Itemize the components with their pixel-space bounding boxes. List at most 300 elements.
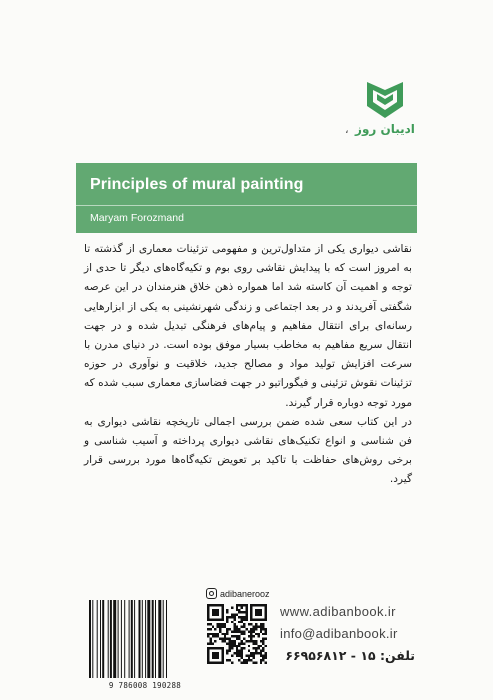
qr-cell — [229, 642, 231, 644]
qr-cell — [257, 618, 259, 620]
qr-cell — [255, 640, 257, 642]
qr-cell — [250, 630, 252, 632]
publisher-name: ادیبان روز — [355, 122, 415, 136]
qr-cell — [265, 609, 267, 611]
qr-cell — [229, 645, 231, 647]
qr-cell — [226, 618, 228, 620]
qr-cell — [214, 611, 216, 613]
qr-cell — [233, 628, 235, 630]
qr-cell — [231, 630, 233, 632]
qr-cell — [233, 645, 235, 647]
qr-cell — [221, 604, 223, 606]
qr-cell — [207, 647, 209, 649]
qr-cell — [260, 662, 262, 664]
qr-cell — [241, 640, 243, 642]
qr-cell — [248, 645, 250, 647]
qr-cell — [257, 609, 259, 611]
qr-cell — [221, 616, 223, 618]
qr-cell — [253, 618, 255, 620]
qr-cell — [262, 650, 264, 652]
qr-cell — [248, 659, 250, 661]
qr-cell — [250, 638, 252, 640]
barcode — [85, 598, 205, 680]
qr-cell — [245, 616, 247, 618]
qr-cell — [226, 616, 228, 618]
qr-cell — [253, 628, 255, 630]
qr-cell — [250, 633, 252, 635]
qr-cell — [217, 611, 219, 613]
qr-cell — [255, 609, 257, 611]
barcode-bar — [145, 600, 146, 678]
qr-cell — [224, 633, 226, 635]
qr-cell — [257, 611, 259, 613]
qr-cell — [236, 604, 238, 606]
qr-cell — [248, 630, 250, 632]
barcode-bar — [166, 600, 167, 678]
qr-cell — [219, 623, 221, 625]
qr-cell — [253, 630, 255, 632]
qr-cell — [250, 604, 252, 606]
website-link[interactable]: www.adibanbook.ir — [280, 604, 396, 619]
qr-cell — [250, 609, 252, 611]
qr-cell — [262, 626, 264, 628]
qr-cell — [209, 642, 211, 644]
qr-cell — [250, 635, 252, 637]
qr-cell — [262, 633, 264, 635]
qr-cell — [238, 628, 240, 630]
barcode-bar — [147, 600, 150, 678]
qr-cell — [229, 616, 231, 618]
qr-cell — [265, 604, 267, 606]
qr-cell — [233, 642, 235, 644]
barcode-bar — [89, 600, 91, 678]
qr-cell — [231, 662, 233, 664]
qr-cell — [262, 640, 264, 642]
qr-cell — [219, 618, 221, 620]
qr-cell — [231, 616, 233, 618]
qr-cell — [231, 635, 233, 637]
qr-cell — [229, 659, 231, 661]
qr-cell — [229, 628, 231, 630]
qr-cell — [260, 652, 262, 654]
qr-cell — [207, 604, 209, 606]
qr-cell — [250, 652, 252, 654]
qr-cell — [250, 640, 252, 642]
qr-cell — [233, 626, 235, 628]
qr-cell — [260, 614, 262, 616]
qr-cell — [255, 633, 257, 635]
qr-cell — [217, 654, 219, 656]
qr-cell — [226, 609, 228, 611]
qr-cell — [265, 638, 267, 640]
qr-cell — [245, 659, 247, 661]
qr-cell — [265, 614, 267, 616]
qr-cell — [221, 657, 223, 659]
qr-cell — [241, 652, 243, 654]
qr-cell — [243, 618, 245, 620]
qr-cell — [250, 654, 252, 656]
qr-cell — [231, 654, 233, 656]
qr-cell — [255, 604, 257, 606]
qr-cell — [241, 647, 243, 649]
qr-cell — [238, 638, 240, 640]
qr-cell — [212, 654, 214, 656]
qr-cell — [207, 652, 209, 654]
qr-cell — [241, 630, 243, 632]
qr-cell — [245, 628, 247, 630]
publisher-logo — [355, 78, 415, 150]
qr-cell — [233, 635, 235, 637]
qr-cell — [241, 618, 243, 620]
instagram-handle: adibanerooz — [220, 588, 270, 599]
qr-cell — [236, 647, 238, 649]
qr-cell — [217, 662, 219, 664]
qr-cell — [236, 628, 238, 630]
qr-cell — [243, 616, 245, 618]
qr-cell — [245, 606, 247, 608]
barcode-bar — [158, 600, 161, 678]
qr-cell — [248, 640, 250, 642]
qr-cell — [233, 623, 235, 625]
qr-cell — [255, 611, 257, 613]
qr-cell — [209, 628, 211, 630]
qr-cell — [248, 657, 250, 659]
qr-cell — [238, 650, 240, 652]
qr-cell — [265, 662, 267, 664]
qr-cell — [214, 654, 216, 656]
qr-cell — [238, 652, 240, 654]
book-description — [84, 240, 412, 490]
qr-cell — [231, 642, 233, 644]
qr-cell — [262, 628, 264, 630]
qr-cell — [245, 614, 247, 616]
qr-cell — [214, 628, 216, 630]
qr-cell — [233, 616, 235, 618]
qr-cell — [209, 638, 211, 640]
qr-cell — [243, 626, 245, 628]
qr-cell — [243, 611, 245, 613]
qr-cell — [209, 647, 211, 649]
qr-cell — [262, 657, 264, 659]
qr-cell — [257, 614, 259, 616]
qr-cell — [255, 626, 257, 628]
qr-cell — [214, 647, 216, 649]
qr-cell — [262, 642, 264, 644]
qr-cell — [226, 621, 228, 623]
barcode-bar — [121, 600, 122, 678]
qr-cell — [243, 642, 245, 644]
qr-cell — [250, 611, 252, 613]
qr-cell — [209, 633, 211, 635]
qr-cell — [231, 621, 233, 623]
barcode-bar — [113, 600, 116, 678]
qr-cell — [257, 652, 259, 654]
qr-cell — [207, 654, 209, 656]
qr-cell — [241, 626, 243, 628]
qr-cell — [224, 638, 226, 640]
qr-cell — [241, 616, 243, 618]
barcode-bar — [100, 600, 101, 678]
qr-cell — [221, 609, 223, 611]
qr-cell — [236, 609, 238, 611]
qr-cell — [207, 633, 209, 635]
qr-cell — [224, 623, 226, 625]
qr-cell — [209, 618, 211, 620]
qr-cell — [209, 623, 211, 625]
qr-cell — [238, 654, 240, 656]
qr-cell — [260, 611, 262, 613]
qr-cell — [207, 618, 209, 620]
qr-cell — [231, 645, 233, 647]
description-paragraph-1: نقاشی دیواری یکی از متداول‌ترین و مفهومی تزئینات معماری از گذشته تا به امروز است که با پیدایش نقاشی روی بوم و تکیه‌گاه‌های دیگر تا حدی از توجه و اهمیت آن کاسته شد اما همواره ذهن خلاق هنرمندان در این عرصه شگفتی آفریدند و در بعد اجتماعی و زندگی شهرنشینی به یکی از ابزارهایی رسانه‌ای برای انتقال مفاهیم و پیام‌های فرهنگی تبدیل شده و در جهت انتقال سریع مفاهیم به مخاطب بسیار موفق بوده است. در دنیای مدرن با سرعت افزایش تولید مواد و مصالح جدید، خلاقیت و نوآوری در حوزه تزئینات نقوش تزئینی و فیگوراتیو در جهت فضاسازی معماری سبب شده که مورد توجه دوباره قرار گیرند. — [84, 243, 412, 409]
qr-cell — [207, 614, 209, 616]
instagram-link[interactable] — [206, 588, 270, 599]
title-band — [76, 163, 417, 233]
qr-cell — [207, 609, 209, 611]
qr-cell — [207, 659, 209, 661]
qr-cell — [253, 652, 255, 654]
qr-cell — [221, 662, 223, 664]
qr-cell — [265, 618, 267, 620]
qr-cell — [255, 618, 257, 620]
qr-cell — [221, 626, 223, 628]
qr-cell — [255, 650, 257, 652]
qr-cell — [214, 662, 216, 664]
barcode-bar — [97, 600, 98, 678]
qr-cell — [217, 657, 219, 659]
phone-number: تلفن: ۱۵ - ۶۶۹۵۶۸۱۲ — [285, 648, 415, 663]
qr-cell — [219, 638, 221, 640]
qr-cell — [265, 645, 267, 647]
qr-cell — [248, 623, 250, 625]
qr-cell — [233, 618, 235, 620]
qr-cell — [221, 611, 223, 613]
qr-cell — [224, 640, 226, 642]
qr-cell — [250, 623, 252, 625]
qr-cell — [221, 650, 223, 652]
qr-cell — [255, 652, 257, 654]
qr-code-icon[interactable] — [207, 604, 267, 664]
small-mark: ، — [345, 123, 349, 136]
qr-cell — [212, 604, 214, 606]
qr-cell — [226, 638, 228, 640]
qr-cell — [236, 630, 238, 632]
qr-cell — [262, 654, 264, 656]
qr-cell — [236, 635, 238, 637]
qr-cell — [253, 654, 255, 656]
qr-cell — [207, 606, 209, 608]
qr-cell — [260, 630, 262, 632]
qr-cell — [221, 652, 223, 654]
qr-cell — [233, 614, 235, 616]
barcode-bar — [142, 600, 143, 678]
qr-cell — [219, 604, 221, 606]
qr-cell — [255, 614, 257, 616]
qr-cell — [253, 626, 255, 628]
qr-cell — [250, 628, 252, 630]
qr-cell — [214, 609, 216, 611]
qr-cell — [214, 635, 216, 637]
qr-cell — [265, 616, 267, 618]
qr-cell — [257, 633, 259, 635]
qr-cell — [207, 616, 209, 618]
qr-cell — [236, 614, 238, 616]
qr-cell — [243, 647, 245, 649]
qr-cell — [260, 628, 262, 630]
qr-cell — [238, 645, 240, 647]
qr-cell — [248, 635, 250, 637]
qr-cell — [236, 654, 238, 656]
qr-cell — [241, 642, 243, 644]
qr-cell — [241, 606, 243, 608]
qr-cell — [214, 640, 216, 642]
qr-cell — [217, 609, 219, 611]
qr-cell — [221, 640, 223, 642]
qr-cell — [212, 662, 214, 664]
qr-cell — [233, 630, 235, 632]
qr-cell — [231, 614, 233, 616]
qr-cell — [257, 645, 259, 647]
qr-cell — [260, 645, 262, 647]
qr-cell — [245, 640, 247, 642]
qr-cell — [253, 640, 255, 642]
qr-cell — [245, 609, 247, 611]
qr-cell — [243, 662, 245, 664]
qr-cell — [265, 630, 267, 632]
qr-cell — [233, 640, 235, 642]
qr-cell — [260, 623, 262, 625]
qr-cell — [255, 647, 257, 649]
qr-cell — [238, 635, 240, 637]
qr-cell — [217, 604, 219, 606]
band-divider — [76, 205, 417, 206]
qr-cell — [245, 618, 247, 620]
qr-cell — [238, 659, 240, 661]
description-paragraph-2: در این کتاب سعی شده ضمن بررسی اجمالی تاریخچه نقاشی دیواری به فن شناسی و انواع تکنیک‌های نقاشی دیواری پرداخته و آسیب شناسی و برخی روش‌های حفاظت با تاکید بر تعویض تکیه‌گاه‌ها مورد بررسی قرار گیرد. — [84, 415, 412, 486]
barcode-bar — [163, 600, 164, 678]
qr-cell — [255, 662, 257, 664]
qr-cell — [265, 652, 267, 654]
qr-cell — [231, 640, 233, 642]
qr-cell — [250, 659, 252, 661]
qr-cell — [260, 640, 262, 642]
qr-cell — [243, 604, 245, 606]
qr-cell — [241, 650, 243, 652]
qr-cell — [212, 611, 214, 613]
qr-cell — [214, 614, 216, 616]
qr-cell — [243, 659, 245, 661]
qr-cell — [262, 623, 264, 625]
qr-cell — [241, 611, 243, 613]
qr-cell — [238, 630, 240, 632]
barcode-bar — [124, 600, 125, 678]
qr-cell — [217, 618, 219, 620]
qr-cell — [229, 650, 231, 652]
qr-cell — [236, 645, 238, 647]
book-bookmark-icon — [355, 78, 415, 122]
qr-cell — [214, 633, 216, 635]
qr-cell — [217, 652, 219, 654]
qr-cell — [219, 662, 221, 664]
qr-cell — [212, 635, 214, 637]
barcode-bar — [139, 600, 141, 678]
qr-cell — [226, 611, 228, 613]
qr-cell — [221, 654, 223, 656]
qr-cell — [226, 652, 228, 654]
qr-cell — [250, 618, 252, 620]
qr-cell — [257, 647, 259, 649]
qr-cell — [214, 652, 216, 654]
qr-cell — [221, 633, 223, 635]
qr-cell — [260, 654, 262, 656]
barcode-bar — [155, 600, 156, 678]
qr-cell — [245, 654, 247, 656]
qr-cell — [229, 640, 231, 642]
qr-cell — [253, 604, 255, 606]
email-link[interactable]: info@adibanbook.ir — [280, 626, 398, 641]
qr-cell — [231, 606, 233, 608]
qr-cell — [253, 657, 255, 659]
qr-cell — [212, 626, 214, 628]
qr-cell — [262, 618, 264, 620]
qr-cell — [255, 623, 257, 625]
qr-cell — [260, 609, 262, 611]
qr-cell — [212, 618, 214, 620]
qr-cell — [238, 604, 240, 606]
qr-cell — [255, 642, 257, 644]
qr-cell — [214, 604, 216, 606]
qr-cell — [265, 657, 267, 659]
barcode-bar — [102, 600, 104, 678]
qr-cell — [212, 642, 214, 644]
qr-cell — [226, 628, 228, 630]
qr-cell — [238, 611, 240, 613]
barcode-bar — [129, 600, 130, 678]
qr-cell — [262, 659, 264, 661]
qr-cell — [255, 628, 257, 630]
qr-cell — [212, 647, 214, 649]
qr-cell — [224, 635, 226, 637]
qr-cell — [229, 638, 231, 640]
barcode-bar — [92, 600, 93, 678]
qr-cell — [238, 642, 240, 644]
qr-cell — [236, 638, 238, 640]
qr-cell — [253, 647, 255, 649]
qr-cell — [207, 635, 209, 637]
qr-cell — [260, 659, 262, 661]
qr-cell — [241, 654, 243, 656]
barcode-bar — [131, 600, 133, 678]
qr-cell — [243, 623, 245, 625]
qr-cell — [241, 633, 243, 635]
qr-cell — [221, 659, 223, 661]
qr-cell — [238, 621, 240, 623]
qr-cell — [221, 623, 223, 625]
qr-cell — [248, 654, 250, 656]
barcode-bar — [152, 600, 154, 678]
qr-cell — [260, 618, 262, 620]
qr-cell — [217, 633, 219, 635]
qr-cell — [265, 654, 267, 656]
qr-cell — [245, 611, 247, 613]
qr-cell — [217, 614, 219, 616]
qr-cell — [236, 652, 238, 654]
qr-cell — [253, 642, 255, 644]
qr-cell — [217, 635, 219, 637]
barcode-bar — [108, 600, 109, 678]
qr-cell — [226, 633, 228, 635]
qr-cell — [229, 647, 231, 649]
